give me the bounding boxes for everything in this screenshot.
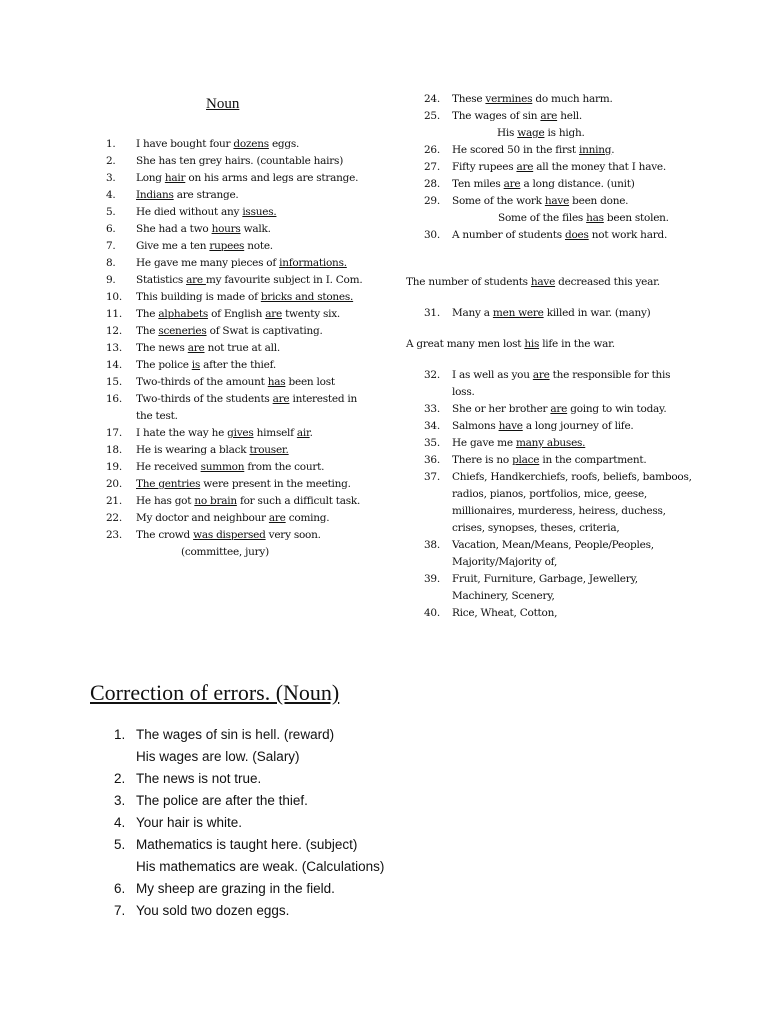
list-item <box>424 227 694 244</box>
item-text <box>136 289 368 306</box>
item-number: 29. <box>424 195 440 207</box>
item-number: 25. <box>424 110 440 122</box>
text-segment: life in the war. <box>539 338 615 350</box>
item-number: 14. <box>106 359 122 371</box>
item-text <box>452 227 694 244</box>
noun-list-right-3 <box>424 367 694 622</box>
text-segment: Chiefs, Handkerchiefs, roofs, beliefs, bamboos, radios, pianos, portfolios, mice, geese, millionaires, murderess, heiress, duchess, crises, synopses, theses, criteria, <box>452 471 692 534</box>
item-text <box>136 340 368 357</box>
item-number: 32. <box>424 369 440 381</box>
text-segment: These <box>452 93 486 105</box>
item-number: 27. <box>424 161 440 173</box>
text-segment: in the compartment. <box>539 454 647 466</box>
item-text <box>452 605 694 622</box>
list-item <box>424 367 694 401</box>
correction-text: My sheep are grazing in the field. <box>136 881 335 896</box>
text-segment: twenty six. <box>281 308 341 320</box>
list-item <box>106 374 368 391</box>
item-text <box>136 170 368 187</box>
underlined-word: is <box>191 359 201 371</box>
item-number: 2. <box>114 771 126 786</box>
text-segment: on his arms and legs are strange. <box>185 172 359 184</box>
correction-text: Your hair is white. <box>136 815 243 830</box>
underlined-word: bricks and stones. <box>260 291 354 303</box>
list-item <box>106 391 368 425</box>
item-number: 7. <box>106 240 116 252</box>
item-number: 20. <box>106 478 122 490</box>
list-item <box>424 418 694 435</box>
correction-list <box>114 724 514 922</box>
list-item <box>424 142 694 159</box>
item-number: 24. <box>424 93 440 105</box>
underlined-word: The gentries <box>136 478 201 490</box>
underlined-word: are <box>516 161 534 173</box>
underlined-word: are <box>268 512 286 524</box>
item-number: 4. <box>106 189 116 201</box>
item-number: 34. <box>424 420 440 432</box>
underlined-word: wage <box>517 127 545 139</box>
text-segment: a long distance. (unit) <box>520 178 635 190</box>
correction-text: You sold two dozen eggs. <box>136 903 290 918</box>
list-item <box>424 193 694 227</box>
list-item <box>106 136 368 153</box>
item-number: 28. <box>424 178 440 190</box>
correction-item <box>114 768 514 790</box>
list-item <box>106 340 368 357</box>
item-number: 6. <box>106 223 116 235</box>
item-number: 22. <box>106 512 122 524</box>
text-segment: Vacation, Mean/Means, People/Peoples, Majority/Majority of, <box>452 539 654 568</box>
item-text <box>136 187 368 204</box>
text-segment: killed in war. (many) <box>543 307 651 319</box>
text-segment: is high. <box>544 127 585 139</box>
item-text <box>136 323 368 340</box>
example-sentence-great-many-men <box>406 338 615 350</box>
item-text <box>452 401 694 418</box>
text-segment: Many a <box>452 307 493 319</box>
underlined-word: no brain <box>194 495 237 507</box>
text-segment: He is wearing a black <box>136 444 250 456</box>
text-segment: My doctor and neighbour <box>136 512 269 524</box>
item-number: 26. <box>424 144 440 156</box>
text-segment: A number of students <box>452 229 566 241</box>
item-text <box>136 357 368 374</box>
list-item <box>106 493 368 510</box>
item-text <box>452 176 694 193</box>
text-segment: walk. <box>240 223 271 235</box>
item-number: 3. <box>114 793 126 808</box>
underlined-word: his <box>524 338 540 350</box>
text-segment: Some of the work <box>452 195 545 207</box>
list-item <box>424 605 694 622</box>
item-text <box>136 255 368 272</box>
item-number: 5. <box>114 837 126 852</box>
item-number: 37. <box>424 471 440 483</box>
example-sentence-number-of-students <box>406 276 660 288</box>
underlined-word: alphabets <box>158 308 208 320</box>
text-segment: eggs. <box>268 138 300 150</box>
list-item <box>106 527 368 561</box>
item-text <box>136 527 368 544</box>
item-text <box>452 108 694 125</box>
item-text <box>452 469 694 537</box>
text-segment: Give me a ten <box>136 240 210 252</box>
correction-text: The news is not true. <box>136 771 262 786</box>
item-text <box>136 153 368 170</box>
text-segment: He gave me many pieces of <box>136 257 280 269</box>
underlined-word: has <box>586 212 604 224</box>
item-text <box>452 452 694 469</box>
item-number: 9. <box>106 274 116 286</box>
item-text <box>136 204 368 221</box>
underlined-word: men were <box>492 307 544 319</box>
list-item <box>106 476 368 493</box>
noun-list-right-1 <box>424 91 694 244</box>
text-segment: do much harm. <box>532 93 613 105</box>
item-number: 33. <box>424 403 440 415</box>
item-number: 35. <box>424 437 440 449</box>
text-segment: He died without any <box>136 206 243 218</box>
text-segment: This building is made of <box>136 291 261 303</box>
text-segment: A great many men lost <box>406 338 525 350</box>
page-title: Noun <box>206 96 240 112</box>
text-segment: were present in the meeting. <box>200 478 351 490</box>
list-item <box>106 170 368 187</box>
list-item <box>106 255 368 272</box>
text-segment: His <box>497 127 518 139</box>
text-segment: Two-thirds of the students <box>136 393 273 405</box>
text-segment: The crowd <box>136 529 194 541</box>
item-subtext <box>497 125 694 142</box>
list-item <box>106 306 368 323</box>
underlined-word: gives <box>227 427 254 439</box>
correction-text: The wages of sin is hell. (reward) <box>136 727 335 742</box>
text-segment: . <box>309 427 313 439</box>
item-number: 10. <box>106 291 122 303</box>
item-number: 4. <box>114 815 126 830</box>
item-number: 2. <box>106 155 116 167</box>
underlined-word: many abuses. <box>515 437 586 449</box>
list-item <box>424 401 694 418</box>
text-segment: I have bought four <box>136 138 234 150</box>
list-item <box>106 238 368 255</box>
text-segment: She has ten grey hairs. (countable hairs) <box>136 155 344 167</box>
underlined-word: air <box>296 427 310 439</box>
text-segment: Rice, Wheat, Cotton, <box>452 607 558 619</box>
item-text <box>452 142 694 159</box>
underlined-word: are <box>186 274 206 286</box>
item-number: 23. <box>106 529 122 541</box>
text-segment: are strange. <box>173 189 239 201</box>
item-number: 21. <box>106 495 122 507</box>
list-item <box>106 204 368 221</box>
text-segment: I hate the way he <box>136 427 228 439</box>
text-segment: the responsible for this loss. <box>452 369 671 398</box>
text-segment: The police <box>136 359 192 371</box>
list-item <box>106 187 368 204</box>
list-item <box>424 469 694 537</box>
correction-text: His wages are low. (Salary) <box>136 749 300 764</box>
underlined-word: sceneries <box>158 325 207 337</box>
text-segment: There is no <box>452 454 513 466</box>
underlined-word: have <box>544 195 570 207</box>
list-item <box>424 108 694 142</box>
list-item <box>424 537 694 571</box>
text-segment: after the thief. <box>200 359 276 371</box>
correction-item <box>114 812 514 834</box>
text-segment: hell. <box>557 110 582 122</box>
noun-list-right-2 <box>424 305 694 322</box>
text-segment: been lost <box>285 376 335 388</box>
item-number: 8. <box>106 257 116 269</box>
list-item <box>106 442 368 459</box>
list-item <box>424 452 694 469</box>
item-number: 17. <box>106 427 122 439</box>
list-item <box>106 357 368 374</box>
text-segment: She had a two <box>136 223 212 235</box>
underlined-word: has <box>267 376 286 388</box>
text-segment: decreased this year. <box>555 276 660 288</box>
text-segment: going to win today. <box>567 403 667 415</box>
item-subtext: (committee, jury) <box>181 546 269 558</box>
item-text <box>452 367 694 401</box>
item-text <box>136 272 368 289</box>
underlined-word: hair <box>164 172 186 184</box>
underlined-word: are <box>550 403 568 415</box>
underlined-word: vermines <box>485 93 533 105</box>
text-segment: Ten miles <box>452 178 504 190</box>
item-number: 5. <box>106 206 116 218</box>
text-segment: for such a difficult task. <box>236 495 361 507</box>
list-item <box>106 323 368 340</box>
correction-section-title: Correction of errors. (Noun) <box>90 680 340 705</box>
item-number: 19. <box>106 461 122 473</box>
item-number: 30. <box>424 229 440 241</box>
list-item <box>424 435 694 452</box>
text-segment: The number of students <box>406 276 531 288</box>
item-text <box>136 391 368 425</box>
text-segment: been done. <box>569 195 629 207</box>
list-item <box>424 91 694 108</box>
text-segment: The <box>136 325 159 337</box>
item-number: 40. <box>424 607 440 619</box>
item-number: 36. <box>424 454 440 466</box>
item-subtext <box>498 210 694 227</box>
text-segment: not true at all. <box>204 342 280 354</box>
text-segment: not work hard. <box>588 229 668 241</box>
underlined-word: issues. <box>242 206 277 218</box>
text-segment: Some of the files <box>498 212 587 224</box>
text-segment: coming. <box>285 512 330 524</box>
underlined-word: rupees <box>209 240 245 252</box>
correction-text: The police are after the thief. <box>136 793 308 808</box>
underlined-word: trouser. <box>249 444 289 456</box>
list-item <box>106 221 368 238</box>
item-number: 1. <box>106 138 116 150</box>
noun-list-left <box>106 136 368 561</box>
correction-item <box>114 790 514 812</box>
item-text <box>136 476 368 493</box>
text-segment: interested in the test. <box>136 393 358 422</box>
item-text <box>136 238 368 255</box>
correction-item <box>114 724 514 768</box>
underlined-word: informations. <box>279 257 347 269</box>
text-segment: Long <box>136 172 165 184</box>
underlined-word: have <box>530 276 556 288</box>
correction-text: His mathematics are weak. (Calculations) <box>136 859 385 874</box>
text-segment: He has got <box>136 495 195 507</box>
item-number: 38. <box>424 539 440 551</box>
item-number: 16. <box>106 393 122 405</box>
underlined-word: are <box>265 308 282 320</box>
text-segment: of English <box>207 308 266 320</box>
correction-item <box>114 878 514 900</box>
item-number: 39. <box>424 573 440 585</box>
item-text <box>452 418 694 435</box>
item-text <box>452 159 694 176</box>
text-segment: of Swat is captivating. <box>206 325 323 337</box>
text-segment: from the court. <box>244 461 325 473</box>
item-number: 13. <box>106 342 122 354</box>
item-number: 3. <box>106 172 116 184</box>
item-text <box>136 374 368 391</box>
item-text <box>452 305 694 322</box>
item-text <box>136 510 368 527</box>
correction-item <box>114 834 514 878</box>
item-text <box>136 442 368 459</box>
text-segment: a long journey of life. <box>522 420 634 432</box>
text-segment: very soon. <box>265 529 321 541</box>
item-text <box>136 136 368 153</box>
underlined-word: Indians <box>136 189 174 201</box>
underlined-word: does <box>565 229 589 241</box>
text-segment: I as well as you <box>452 369 533 381</box>
text-segment: Statistics <box>136 274 187 286</box>
item-number: 12. <box>106 325 122 337</box>
underlined-word: are <box>540 110 558 122</box>
underlined-word: inning <box>579 144 612 156</box>
item-number: 6. <box>114 881 126 896</box>
item-text <box>452 193 694 210</box>
item-number: 31. <box>424 307 440 319</box>
text-segment: He scored 50 in the first <box>452 144 579 156</box>
text-segment: The news <box>136 342 188 354</box>
correction-item <box>114 900 514 922</box>
text-segment: She or her brother <box>452 403 551 415</box>
item-text <box>452 91 694 108</box>
item-text <box>452 571 694 605</box>
list-item <box>424 159 694 176</box>
underlined-word: was dispersed <box>193 529 266 541</box>
text-segment: . <box>611 144 615 156</box>
item-number: 11. <box>106 308 122 320</box>
text-segment: Salmons <box>452 420 499 432</box>
underlined-word: are <box>503 178 521 190</box>
underlined-word: are <box>187 342 205 354</box>
text-segment: himself <box>253 427 297 439</box>
list-item <box>106 153 368 170</box>
underlined-word: are <box>272 393 290 405</box>
item-text <box>452 537 694 571</box>
list-item <box>424 571 694 605</box>
text-segment: my favourite subject in I. Com. <box>205 274 363 286</box>
item-number: 1. <box>114 727 126 742</box>
correction-text: Mathematics is taught here. (subject) <box>136 837 358 852</box>
item-text <box>452 435 694 452</box>
list-item <box>106 272 368 289</box>
underlined-word: place <box>512 454 540 466</box>
text-segment: Two-thirds of the amount <box>136 376 268 388</box>
item-number: 15. <box>106 376 122 388</box>
list-item <box>106 289 368 306</box>
item-text <box>136 493 368 510</box>
underlined-word: hours <box>211 223 241 235</box>
underlined-word: have <box>498 420 523 432</box>
list-item <box>424 176 694 193</box>
item-text <box>136 459 368 476</box>
text-segment: He received <box>136 461 201 473</box>
text-segment: He gave me <box>452 437 516 449</box>
text-segment: The wages of sin <box>452 110 541 122</box>
text-segment: Fifty rupees <box>452 161 517 173</box>
text-segment: all the money that I have. <box>533 161 666 173</box>
underlined-word: dozens <box>233 138 269 150</box>
text-segment: Fruit, Furniture, Garbage, Jewellery, Machinery, Scenery, <box>452 573 638 602</box>
item-text <box>136 425 368 442</box>
list-item <box>106 425 368 442</box>
text-segment: note. <box>244 240 273 252</box>
item-text <box>136 306 368 323</box>
list-item <box>106 459 368 476</box>
underlined-word: are <box>532 369 550 381</box>
item-number: 7. <box>114 903 126 918</box>
list-item <box>106 510 368 527</box>
text-segment: The <box>136 308 159 320</box>
item-number: 18. <box>106 444 122 456</box>
underlined-word: summon <box>200 461 245 473</box>
item-text <box>136 221 368 238</box>
list-item <box>424 305 694 322</box>
text-segment: been stolen. <box>603 212 669 224</box>
